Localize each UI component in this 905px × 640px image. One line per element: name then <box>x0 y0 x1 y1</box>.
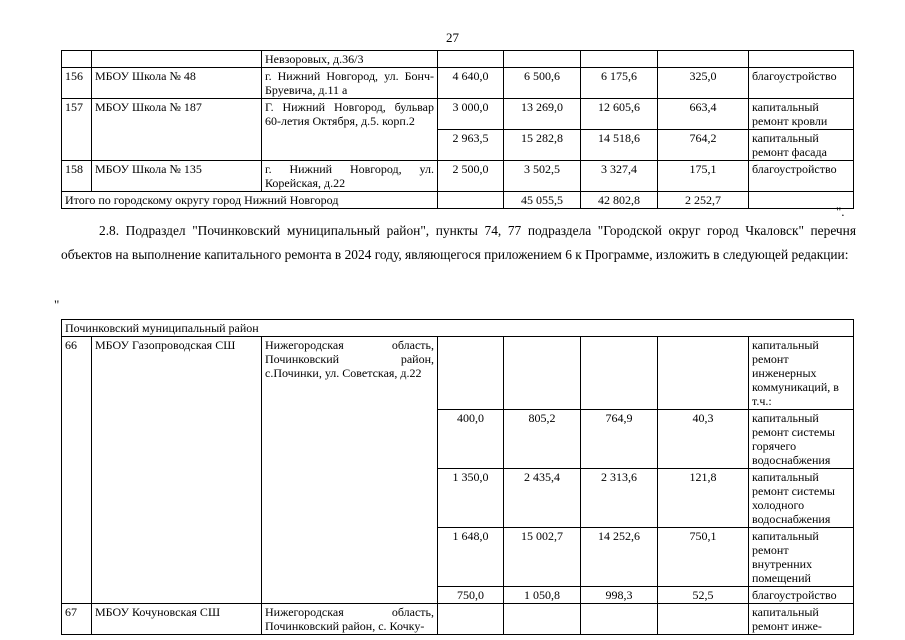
section-row <box>62 320 854 337</box>
table-row <box>62 337 854 410</box>
total-value: 45 055,5 <box>504 192 581 209</box>
work-type: капитальный ремонт инженерных коммуникаций, в т.ч.: <box>749 337 854 410</box>
school-name: МБОУ Газопроводская СШ <box>92 337 262 604</box>
table-row <box>62 604 854 635</box>
value-cell: 15 282,8 <box>504 130 581 161</box>
value-cell: 998,3 <box>581 587 658 604</box>
value-cell: 2 963,5 <box>438 130 504 161</box>
table-row <box>62 161 854 192</box>
amendment-paragraph: 2.8. Подраздел "Починковский муниципальный район", пункты 74, 77 подраздела "Городской округ город Чкаловск" перечня объектов на выполнение капитального ремонта в 2024 году, являющегося приложением 6 к Программе, изложить в следующей редакции: <box>61 223 856 262</box>
row-number: 67 <box>62 604 92 635</box>
address-cell: г. Нижний Новгород, ул. Бонч-Бруевича, д.11 а <box>262 68 438 99</box>
value-cell: 13 269,0 <box>504 99 581 130</box>
row-number: 66 <box>62 337 92 604</box>
address-cell: Нижегородская область, Починковский район, с.Починки, ул. Советская, д.22 <box>262 337 438 604</box>
address-cell: Г. Нижний Новгород, бульвар 60-летия Октября, д.5. корп.2 <box>262 99 438 161</box>
address-cell: г. Нижний Новгород, ул. Корейская, д.22 <box>262 161 438 192</box>
value-cell: 3 502,5 <box>504 161 581 192</box>
value-cell: 3 000,0 <box>438 99 504 130</box>
work-type: капитальный ремонт системы холодного водоснабжения <box>749 469 854 528</box>
objects-table-pochinki <box>61 319 854 635</box>
value-cell: 764,9 <box>581 410 658 469</box>
value-cell: 2 500,0 <box>438 161 504 192</box>
value-cell: 14 518,6 <box>581 130 658 161</box>
value-cell: 764,2 <box>658 130 749 161</box>
table-row <box>62 68 854 99</box>
school-name: МБОУ Школа № 187 <box>92 99 262 161</box>
work-type: капитальный ремонт кровли <box>749 99 854 130</box>
table-row <box>62 51 854 68</box>
value-cell: 400,0 <box>438 410 504 469</box>
page-number: 27 <box>446 30 459 45</box>
value-cell: 1 050,8 <box>504 587 581 604</box>
total-value: 2 252,7 <box>658 192 749 209</box>
section-title: Починковский муниципальный район <box>62 320 854 337</box>
value-cell: 750,0 <box>438 587 504 604</box>
school-name: МБОУ Школа № 48 <box>92 68 262 99</box>
work-type: капитальный ремонт системы горячего водоснабжения <box>749 410 854 469</box>
address-cell: Нижегородская область, Починковский район, с. Кочку- <box>262 604 438 635</box>
value-cell: 750,1 <box>658 528 749 587</box>
open-quote: " <box>54 297 60 312</box>
work-type: капитальный ремонт инже- <box>749 604 854 635</box>
value-cell: 15 002,7 <box>504 528 581 587</box>
work-type: благоустройство <box>749 587 854 604</box>
objects-table-nizhny <box>61 50 854 209</box>
value-cell: 3 327,4 <box>581 161 658 192</box>
table-row <box>62 99 854 130</box>
work-type: капитальный ремонт внутренних помещений <box>749 528 854 587</box>
value-cell: 52,5 <box>658 587 749 604</box>
value-cell: 14 252,6 <box>581 528 658 587</box>
school-name: МБОУ Кочуновская СШ <box>92 604 262 635</box>
total-value: 42 802,8 <box>581 192 658 209</box>
row-number: 156 <box>62 68 92 99</box>
value-cell: 6 500,6 <box>504 68 581 99</box>
work-type: благоустройство <box>749 161 854 192</box>
value-cell: 1 350,0 <box>438 469 504 528</box>
total-row <box>62 192 854 209</box>
value-cell: 2 313,6 <box>581 469 658 528</box>
closing-quote: ". <box>836 204 845 219</box>
address-cell: Невзоровых, д.36/3 <box>262 51 438 68</box>
total-label: Итого по городскому округу город Нижний Новгород <box>62 192 438 209</box>
value-cell: 175,1 <box>658 161 749 192</box>
value-cell: 12 605,6 <box>581 99 658 130</box>
school-name: МБОУ Школа № 135 <box>92 161 262 192</box>
value-cell: 663,4 <box>658 99 749 130</box>
value-cell: 325,0 <box>658 68 749 99</box>
value-cell: 40,3 <box>658 410 749 469</box>
value-cell: 4 640,0 <box>438 68 504 99</box>
value-cell: 1 648,0 <box>438 528 504 587</box>
work-type: капитальный ремонт фасада <box>749 130 854 161</box>
row-number: 157 <box>62 99 92 161</box>
value-cell: 121,8 <box>658 469 749 528</box>
value-cell: 2 435,4 <box>504 469 581 528</box>
work-type: благоустройство <box>749 68 854 99</box>
row-number: 158 <box>62 161 92 192</box>
value-cell: 6 175,6 <box>581 68 658 99</box>
value-cell: 805,2 <box>504 410 581 469</box>
